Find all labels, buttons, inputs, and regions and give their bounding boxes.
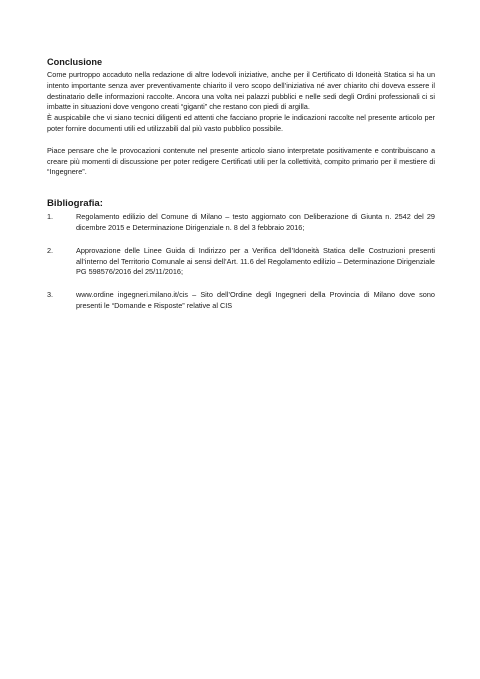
bibliography-item-number: 1.: [47, 212, 54, 222]
conclusion-paragraph-2: È auspicabile che vi siano tecnici diligenti ed attenti che facciano proprie le indicazioni raccolte nel presente articolo per poter fornire documenti utili ed utilizzabili dal più vasto pubblico possibile.: [47, 113, 435, 133]
bibliography-item: [47, 246, 435, 278]
bibliography-item: [47, 290, 435, 312]
bibliography-item-number: 2.: [47, 245, 54, 255]
bibliography-list: [47, 212, 435, 312]
section-spacer: [47, 178, 435, 198]
conclusion-heading: Conclusione: [47, 57, 103, 67]
bibliography-item-text: Regolamento edilizio del Comune di Milano – testo aggiornato con Deliberazione di Giunta n. 2542 del 29 dicembre 2015 e Determinazione Dirigenziale n. 8 del 3 febbraio 2016;: [76, 212, 435, 232]
conclusion-paragraph-1: Come purtroppo accaduto nella redazione di altre lodevoli iniziative, anche per il Certificato di Idoneità Statica si ha un intento importante senza aver preventivamente chiarito il vero scopo dell’iniziativa né aver chiarito chi doveva essere il destinatario delle informazioni raccolte. Ancora una volta nei palazzi pubblici e nelle sedi degli Ordini professionali ci si imbatte in situazioni dove vengono creati “giganti” che restano con piedi di argilla.: [47, 70, 435, 112]
bibliography-item: [47, 212, 435, 234]
bibliography-item-text: Approvazione delle Linee Guida di Indirizzo per a Verifica dell’Idoneità Statica delle Costruzioni presenti all’interno del Territorio Comunale ai sensi dell’Art. 11.6 del Regolamento edilizio – Determinazione Dirigenziale PG 598576/2016 del 25/11/2016;: [76, 245, 435, 277]
bibliography-item-number: 3.: [47, 290, 54, 300]
paragraph-spacer: [47, 135, 435, 146]
bibliography-item-text: www.ordine ingegneri.milano.it/cis – Sito dell’Ordine degli Ingegneri della Provincia di Milano dove sono presenti le “Domande e Risposte” relative al CIS: [76, 290, 435, 310]
bibliography-heading: Bibliografia:: [47, 198, 103, 210]
document-content: [47, 56, 435, 324]
conclusion-paragraph-3: Piace pensare che le provocazioni contenute nel presente articolo siano interpretate positivamente e contribuiscano a creare più momenti di discussione per poter redigere Certificati utili per la collettività, compito primario per il mestiere di “Ingegnere”.: [47, 145, 435, 177]
